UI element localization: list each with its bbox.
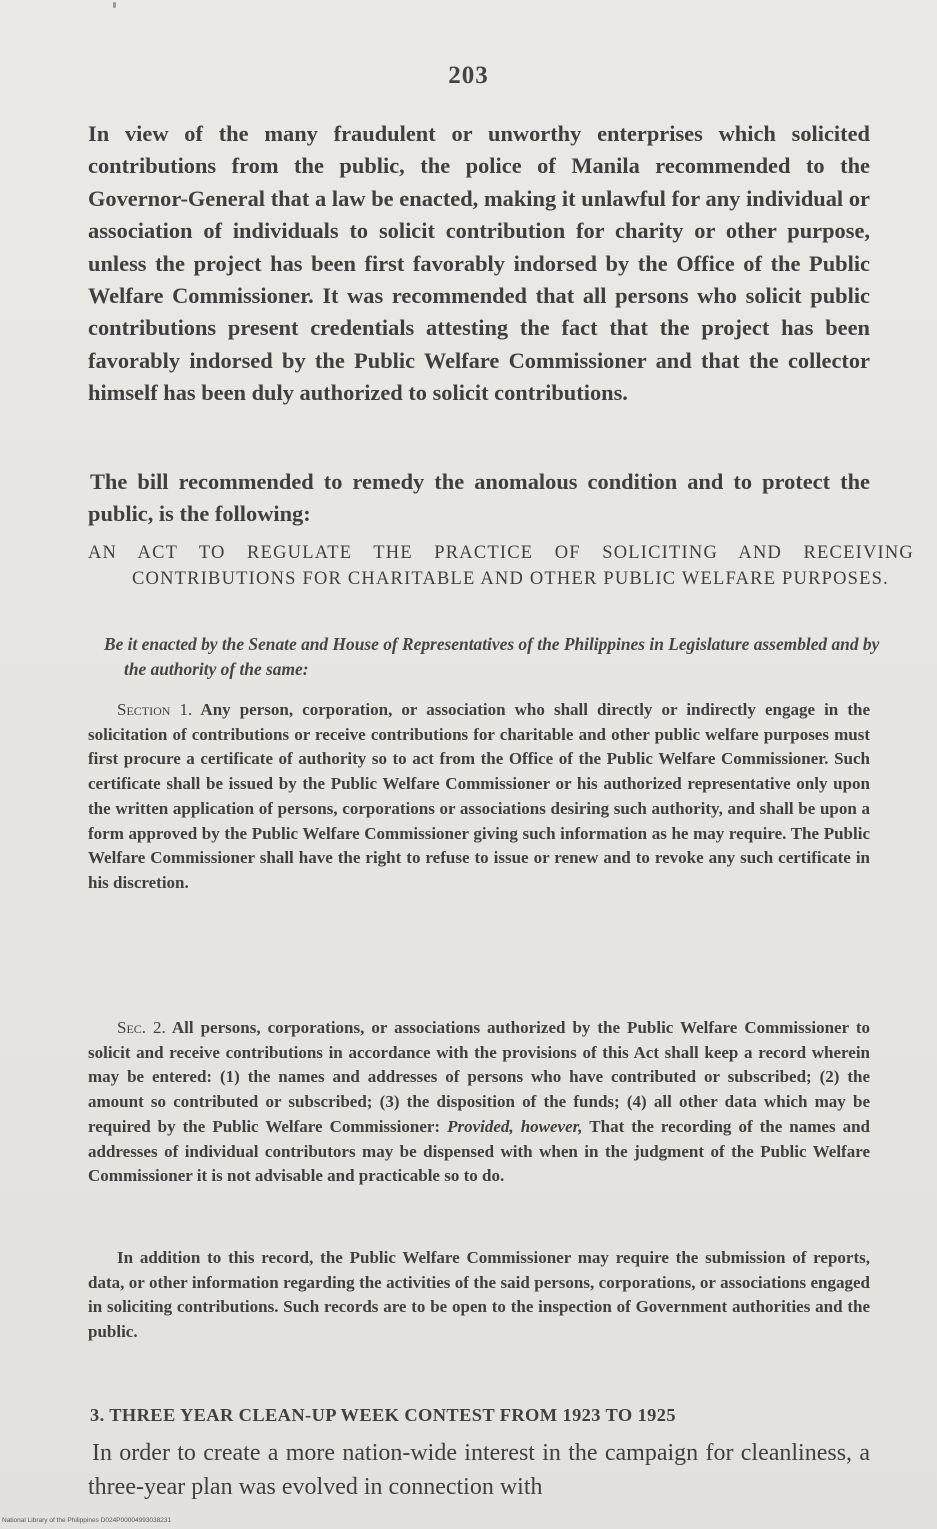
section-2-text-a: All persons, corporations, or associations authorized by the Public Welfare Commissioner to solicit and receive contributions in accordance with the provisions of this Act shall keep a record wherein may be entered: (1) the names and addresses of persons who have contributed or subscribed; (2) the amount so contributed or subscribed; (3) the disposition of the funds; (4) all other data which may be required by the Public Welfare Commissioner: xyxy=(88,1018,870,1136)
section-3-heading: 3. THREE YEAR CLEAN-UP WEEK CONTEST FROM 1923 TO 1925 xyxy=(90,1405,676,1425)
section-2-text-b: That the recording of the names and addresses of individual contributors may be dispensed with when in the judgment of the Public Welfare Commissioner it is not advisable and practicable so to do. xyxy=(88,1116,871,1186)
section-1-label: Section 1. xyxy=(117,700,193,719)
act-title: AN ACT TO REGULATE THE PRACTICE OF SOLICITING AND RECEIVING CONTRIBUTIONS FOR CHARITABLE AND OTHER PUBLIC WELFARE PURPOSES. xyxy=(88,543,914,589)
enacting-clause: Be it enacted by the Senate and House of Representatives of the Philippines in Legislature assembled and by the authority of the same: xyxy=(104,634,880,679)
intro-paragraph: In view of the many fraudulent or unworthy enterprises which solicited contributions from the public, the police of Manila recommended to the Governor-General that a law be enacted, making it unlawful for any individual or association of individuals to solicit contribution for charity or other purpose, unless the project has been first favorably indorsed by the Office of the Public Welfare Commissioner. It was recommended that all persons who solicit public contributions present credentials attesting the fact that the project has been favorably indorsed by the Public Welfare Commissioner and that the collector himself has been duly authorized to solicit contributions. xyxy=(88,121,870,406)
section-3-paragraph: In order to create a more nation-wide interest in the campaign for cleanliness, a three-year plan was evolved in connection with xyxy=(88,1440,870,1500)
act-section-2-addition: In addition to this record, the Public Welfare Commissioner may require the submission of reports, data, or other information regarding the activities of the said persons, corporations, or associations engaged in soliciting contributions. Such records are to be open to the inspection of Government authorities and the public. xyxy=(88,1248,870,1342)
page-number: 203 xyxy=(448,62,489,89)
section-2-proviso: Provided, however, xyxy=(447,1116,583,1136)
act-section-2 xyxy=(88,1016,870,1189)
section-1-text: Any person, corporation, or association who shall directly or indirectly engage in the solicitation of contributions or receive contributions for charitable and other public welfare purposes must first procure a certificate of authority so to act from the Office of the Public Welfare Commissioner. Such certificate shall be issued by the Public Welfare Commissioner or his authorized representative only upon the written application of persons, corporations or associations desiring such authority, and shall be upon a form approved by the Public Welfare Commissioner giving such information as he may require. The Public Welfare Commissioner shall have the right to refuse to issue or renew and to revoke any such certificate in his discretion. xyxy=(88,700,870,892)
bill-intro-paragraph: The bill recommended to remedy the anomalous condition and to protect the public, is the following: xyxy=(88,469,870,527)
act-section-1 xyxy=(88,698,870,896)
footer-credit: National Library of the Philippines D024P00004993038231 xyxy=(2,1517,172,1524)
scan-artifact xyxy=(113,2,116,8)
section-2-label: Sec. 2. xyxy=(117,1018,166,1037)
